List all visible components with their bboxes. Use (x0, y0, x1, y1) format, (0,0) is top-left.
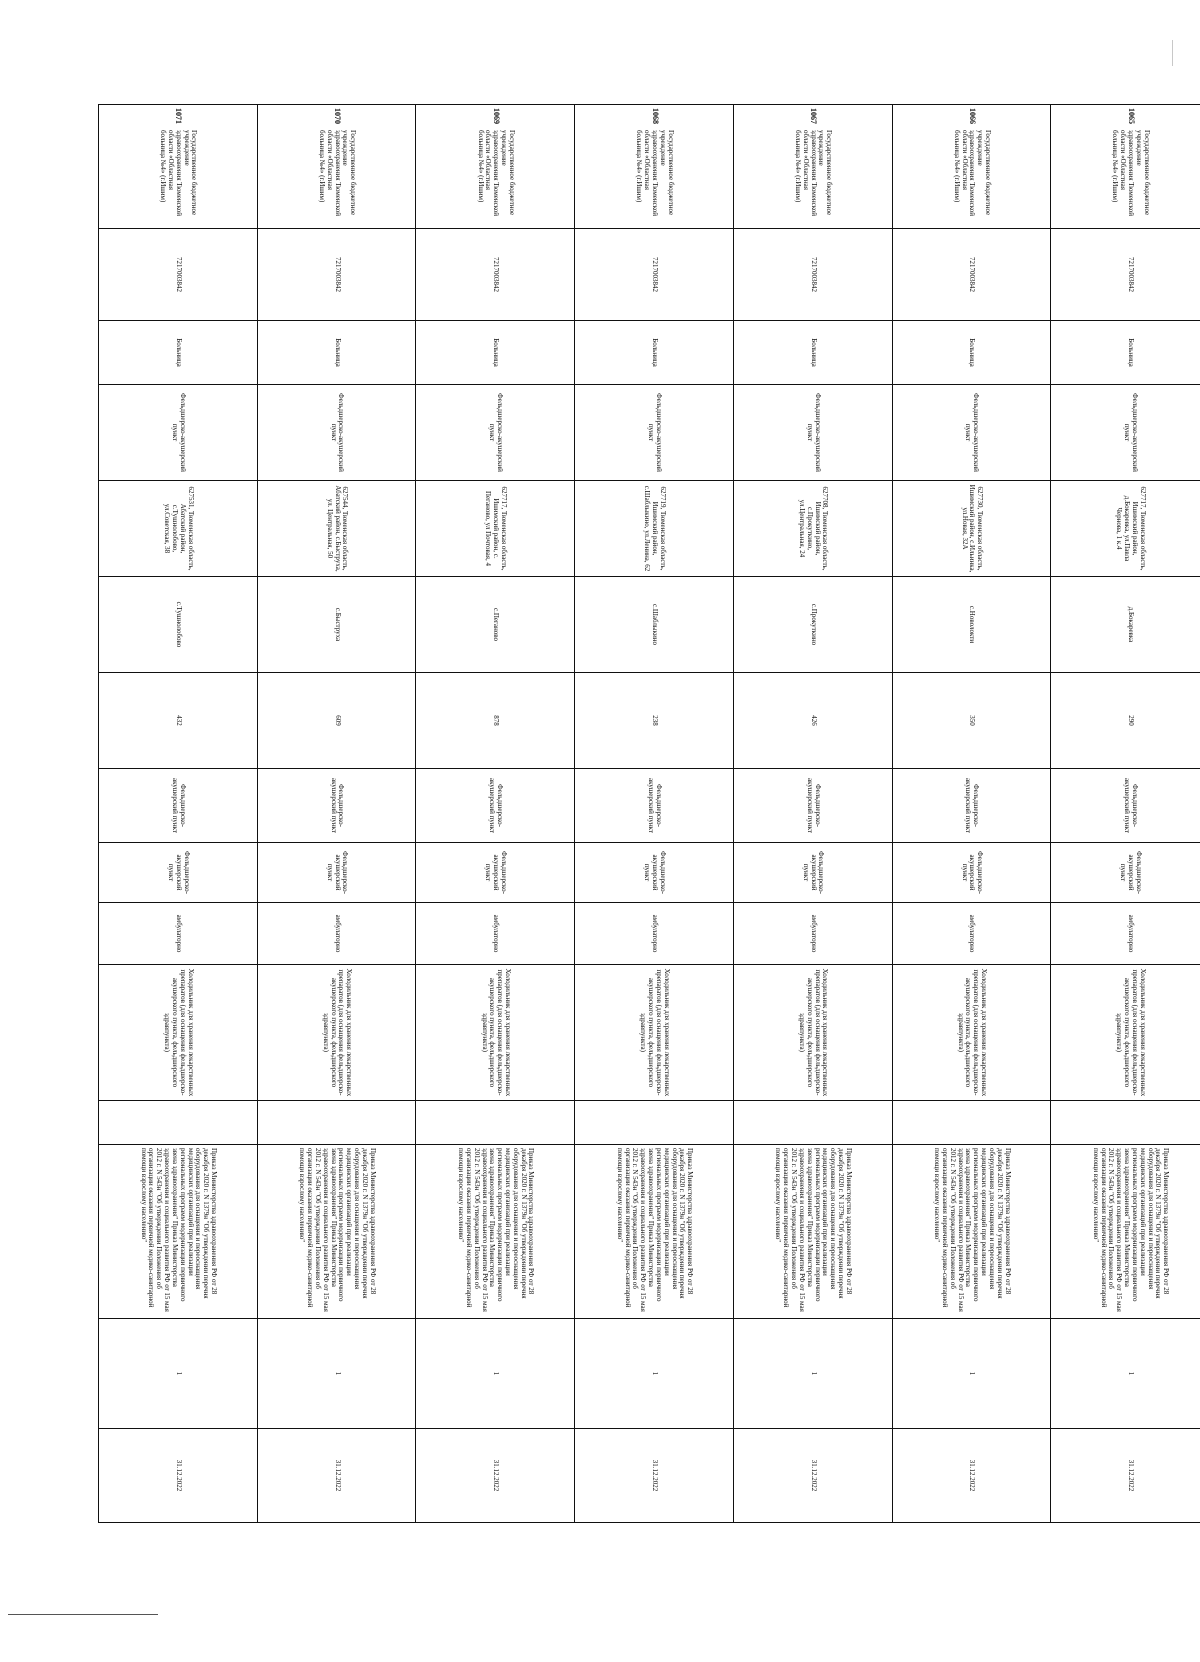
quantity-cell: 1 (416, 1319, 575, 1429)
inn-cell: 7217003842 (733, 229, 892, 321)
table-row (416, 105, 575, 1523)
table-row (257, 105, 416, 1523)
legal-basis-cell: Приказ Министерства здравоохранения РФ от 28 декабря 2020 г. N 1379н "Об утверждении перечня оборудования для оснащения и переоснащения медицинских организаций при реализации региональных программ модернизации первичного звена здравоохранения" Приказ Министерства здравоохранения и социального развития РФ от 15 мая 2012 г. N 543н "Об утверждении Положения об организации оказания первичной медико-санитарной помощи взрослому населению" (257, 1145, 416, 1319)
date-cell: 31.12.2022 (99, 1429, 258, 1523)
date-cell: 31.12.2022 (257, 1429, 416, 1523)
address-cell: 627531, Тюменская область, Абатский район, с.Тушнолобово, ул.Советская, 38 (99, 481, 258, 577)
unit-type-cell: Фельдшерско-акушерский пункт (1051, 769, 1200, 843)
care-mode-cell: амбулаторно (892, 903, 1051, 965)
org-name: Государственное бюджетное учреждение здравоохранения Тюменской области «Областная больница №4» (г.Ишим) (476, 130, 516, 217)
date-cell: 31.12.2022 (575, 1429, 734, 1523)
quantity-cell: 1 (575, 1319, 734, 1429)
empty-cell (99, 1101, 258, 1145)
unit-cell: Фельдшерско-акушерский пункт (892, 385, 1051, 481)
unit-type-cell: Фельдшерско-акушерский пункт (733, 769, 892, 843)
date-cell: 31.12.2022 (416, 1429, 575, 1523)
facility-type-cell: Больница (1051, 321, 1200, 385)
quantity-cell: 1 (733, 1319, 892, 1429)
org-name: Государственное бюджетное учреждение здравоохранения Тюменской области «Областная больница №4» (г.Ишим) (952, 130, 993, 217)
facility-type-cell: Больница (892, 321, 1051, 385)
population-cell: 238 (575, 673, 734, 769)
address-cell: 627708, Тюменская область, Ишимский район, с.Прокуткино, ул.Центральная, 24 (733, 481, 892, 577)
care-mode-cell: амбулаторно (733, 903, 892, 965)
unit-kind-cell: Фельдшерско-акушерский пункт (257, 843, 416, 903)
org-cell (733, 105, 892, 229)
equipment-cell: Холодильник для хранения лекарственных препаратов (для оснащения фельдшерско-акушерского пункта, фельдшерского здравпункта) (99, 965, 258, 1101)
population-cell: 290 (1051, 673, 1200, 769)
empty-cell (733, 1101, 892, 1145)
facility-type-cell: Больница (733, 321, 892, 385)
address-cell: 627730, Тюменская область, Ишимский район, с.Ильинка, ул.Новая, 32А (892, 481, 1051, 577)
org-name: Государственное бюджетное учреждение здравоохранения Тюменской области «Областная больница №4» (г.Ишим) (1111, 130, 1151, 217)
row-number: 1067 (809, 108, 819, 124)
locality-cell: с.Прокуткино (733, 577, 892, 673)
care-mode-cell: амбулаторно (99, 903, 258, 965)
empty-cell (575, 1101, 734, 1145)
unit-kind-cell: Фельдшерско-акушерский пункт (416, 843, 575, 903)
scan-mark-top (1172, 40, 1173, 66)
table-row (892, 105, 1051, 1523)
locality-cell: с.Новолокти (892, 577, 1051, 673)
rotated-table-wrapper (98, 104, 1200, 1522)
legal-basis-cell: Приказ Министерства здравоохранения РФ от 28 декабря 2020 г. N 1379н "Об утверждении перечня оборудования для оснащения и переоснащения медицинских организаций при реализации региональных программ модернизации первичного звена здравоохранения" Приказ Министерства здравоохранения и социального развития РФ от 15 мая 2012 г. N 543н "Об утверждении Положения об организации оказания первичной медико-санитарной помощи взрослому населению" (1051, 1145, 1200, 1319)
row-number: 1069 (491, 108, 501, 124)
unit-type-cell: Фельдшерско-акушерский пункт (575, 769, 734, 843)
care-mode-cell: амбулаторно (257, 903, 416, 965)
legal-basis-cell: Приказ Министерства здравоохранения РФ от 28 декабря 2020 г. N 1379н "Об утверждении перечня оборудования для оснащения и переоснащения медицинских организаций при реализации региональных программ модернизации первичного звена здравоохранения" Приказ Министерства здравоохранения и социального развития РФ от 15 мая 2012 г. N 543н "Об утверждении Положения об организации оказания первичной медико-санитарной помощи взрослому населению" (892, 1145, 1051, 1319)
quantity-cell: 1 (257, 1319, 416, 1429)
inn-cell: 7217003842 (99, 229, 258, 321)
org-name: Государственное бюджетное учреждение здравоохранения Тюменской области «Областная больница №4» (г.Ишим) (317, 130, 358, 217)
row-number: 1068 (650, 108, 660, 124)
unit-cell: Фельдшерско-акушерский пункт (1051, 385, 1200, 481)
inn-cell: 7217003842 (416, 229, 575, 321)
legal-basis-cell: Приказ Министерства здравоохранения РФ от 28 декабря 2020 г. N 1379н "Об утверждении перечня оборудования для оснащения и переоснащения медицинских организаций при реализации региональных программ модернизации первичного звена здравоохранения" Приказ Министерства здравоохранения и социального развития РФ от 15 мая 2012 г. N 543н "Об утверждении Положения об организации оказания первичной медико-санитарной помощи взрослому населению" (733, 1145, 892, 1319)
unit-kind-cell: Фельдшерско-акушерский пункт (575, 843, 734, 903)
address-cell: 627717, Тюменская область, Ишимский район, с. Пеганово, ул Почтовая, 4 (416, 481, 575, 577)
facility-type-cell: Больница (99, 321, 258, 385)
unit-cell: Фельдшерско-акушерский пункт (257, 385, 416, 481)
row-number: 1066 (967, 108, 977, 124)
org-name: Государственное бюджетное учреждение здравоохранения Тюменской области «Областная больница №4» (г.Ишим) (159, 130, 199, 217)
org-cell (575, 105, 734, 229)
table-row (733, 105, 892, 1523)
unit-type-cell: Фельдшерско-акушерский пункт (257, 769, 416, 843)
address-cell: 627717, Тюменская область, Ишимский район, д.Бокаревка, ул.Павла Чернова, 1 к.4 (1051, 481, 1200, 577)
locality-cell: с.Шаблыкино (575, 577, 734, 673)
equipment-register-table (98, 104, 1200, 1523)
facility-type-cell: Больница (575, 321, 734, 385)
legal-basis-cell: Приказ Министерства здравоохранения РФ от 28 декабря 2020 г. N 1379н "Об утверждении перечня оборудования для оснащения и переоснащения медицинских организаций при реализации региональных программ модернизации первичного звена здравоохранения" Приказ Министерства здравоохранения и социального развития РФ от 15 мая 2012 г. N 543н "Об утверждении Положения об организации оказания первичной медико-санитарной помощи взрослому населению" (99, 1145, 258, 1319)
care-mode-cell: амбулаторно (575, 903, 734, 965)
unit-type-cell: Фельдшерско-акушерский пункт (416, 769, 575, 843)
row-number: 1071 (174, 108, 184, 124)
inn-cell: 7217003842 (257, 229, 416, 321)
equipment-cell: Холодильник для хранения лекарственных препаратов (для оснащения фельдшерско-акушерского пункта, фельдшерского здравпункта) (1051, 965, 1200, 1101)
date-cell: 31.12.2022 (1051, 1429, 1200, 1523)
facility-type-cell: Больница (257, 321, 416, 385)
locality-cell: с.Пеганово (416, 577, 575, 673)
care-mode-cell: амбулаторно (416, 903, 575, 965)
facility-type-cell: Больница (416, 321, 575, 385)
quantity-cell: 1 (892, 1319, 1051, 1429)
table-row (575, 105, 734, 1523)
date-cell: 31.12.2022 (892, 1429, 1051, 1523)
legal-basis-cell: Приказ Министерства здравоохранения РФ от 28 декабря 2020 г. N 1379н "Об утверждении перечня оборудования для оснащения и переоснащения медицинских организаций при реализации региональных программ модернизации первичного звена здравоохранения" Приказ Министерства здравоохранения и социального развития РФ от 15 мая 2012 г. N 543н "Об утверждении Положения об организации оказания первичной медико-санитарной помощи взрослому населению" (575, 1145, 734, 1319)
address-cell: 627719, Тюменская область, Ишимский район, с.Шаблыкино, ул.Ленина, 62 (575, 481, 734, 577)
unit-cell: Фельдшерско-акушерский пункт (575, 385, 734, 481)
equipment-cell: Холодильник для хранения лекарственных препаратов (для оснащения фельдшерско-акушерского пункта, фельдшерского здравпункта) (575, 965, 734, 1101)
unit-kind-cell: Фельдшерско-акушерский пункт (1051, 843, 1200, 903)
org-cell (1051, 105, 1200, 229)
org-name: Государственное бюджетное учреждение здравоохранения Тюменской области «Областная больница №4» (г.Ишим) (794, 130, 834, 217)
empty-cell (1051, 1101, 1200, 1145)
locality-cell: с.Тушнолобово (99, 577, 258, 673)
inn-cell: 7217003842 (575, 229, 734, 321)
locality-cell: д.Бокаревка (1051, 577, 1200, 673)
legal-basis-cell: Приказ Министерства здравоохранения РФ от 28 декабря 2020 г. N 1379н "Об утверждении перечня оборудования для оснащения и переоснащения медицинских организаций при реализации региональных программ модернизации первичного звена здравоохранения" Приказ Министерства здравоохранения и социального развития РФ от 15 мая 2012 г. N 543н "Об утверждении Положения об организации оказания первичной медико-санитарной помощи взрослому населению" (416, 1145, 575, 1319)
org-cell (99, 105, 258, 229)
equipment-cell: Холодильник для хранения лекарственных препаратов (для оснащения фельдшерско-акушерского пункта, фельдшерского здравпункта) (416, 965, 575, 1101)
row-number: 1065 (1126, 108, 1136, 124)
empty-cell (892, 1101, 1051, 1145)
inn-cell: 7217003842 (892, 229, 1051, 321)
date-cell: 31.12.2022 (733, 1429, 892, 1523)
equipment-cell: Холодильник для хранения лекарственных препаратов (для оснащения фельдшерско-акушерского пункта, фельдшерского здравпункта) (733, 965, 892, 1101)
quantity-cell: 1 (99, 1319, 258, 1429)
org-cell (416, 105, 575, 229)
empty-cell (257, 1101, 416, 1145)
population-cell: 350 (892, 673, 1051, 769)
population-cell: 878 (416, 673, 575, 769)
empty-cell (416, 1101, 575, 1145)
population-cell: 609 (257, 673, 416, 769)
population-cell: 426 (733, 673, 892, 769)
population-cell: 432 (99, 673, 258, 769)
locality-cell: с.Быструха (257, 577, 416, 673)
care-mode-cell: амбулаторно (1051, 903, 1200, 965)
unit-cell: Фельдшерско-акушерский пункт (416, 385, 575, 481)
unit-cell: Фельдшерско-акушерский пункт (99, 385, 258, 481)
org-name: Государственное бюджетное учреждение здравоохранения Тюменской области «Областная больница №4» (г.Ишим) (635, 130, 675, 217)
org-cell (257, 105, 416, 229)
unit-kind-cell: Фельдшерско-акушерский пункт (99, 843, 258, 903)
inn-cell: 7217003842 (1051, 229, 1200, 321)
unit-kind-cell: Фельдшерско-акушерский пункт (733, 843, 892, 903)
address-cell: 627544, Тюменская область, Абатский район, с.Быструха, ул. Центральная, 50 (257, 481, 416, 577)
table-row (1051, 105, 1200, 1523)
row-number: 1070 (333, 108, 343, 124)
unit-cell: Фельдшерско-акушерский пункт (733, 385, 892, 481)
quantity-cell: 1 (1051, 1319, 1200, 1429)
unit-type-cell: Фельдшерско-акушерский пункт (892, 769, 1051, 843)
scan-mark-bottom (8, 1614, 158, 1615)
unit-type-cell: Фельдшерско-акушерский пункт (99, 769, 258, 843)
equipment-cell: Холодильник для хранения лекарственных препаратов (для оснащения фельдшерско-акушерского пункта, фельдшерского здравпункта) (892, 965, 1051, 1101)
equipment-cell: Холодильник для хранения лекарственных препаратов (для оснащения фельдшерско-акушерского пункта, фельдшерского здравпункта) (257, 965, 416, 1101)
unit-kind-cell: Фельдшерско-акушерский пункт (892, 843, 1051, 903)
org-cell (892, 105, 1051, 229)
table-row (99, 105, 258, 1523)
